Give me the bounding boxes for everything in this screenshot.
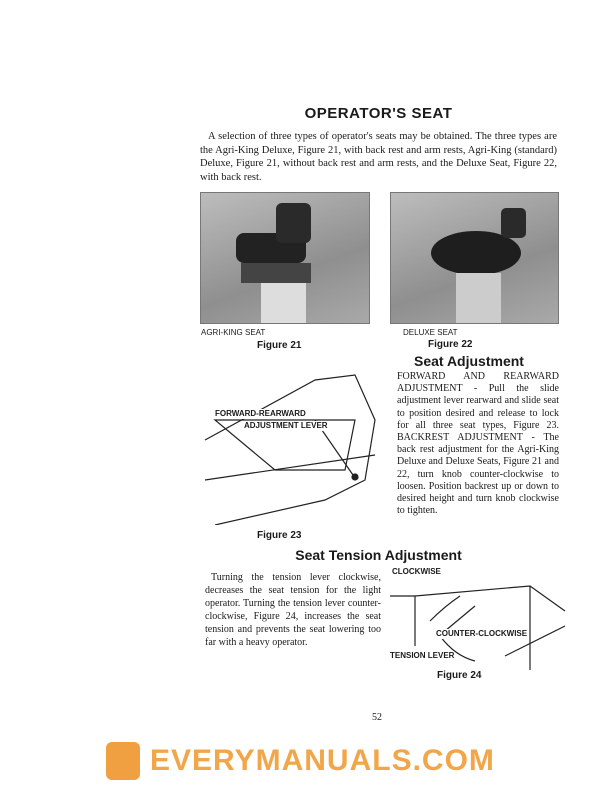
seat-tension-text: Turning the tension lever clockwise, decreases the seat tension for the light operator. Turning the tension lever counter-clockwise, Figure 24, increases the seat tension and prevents the seat lowering too far with a heavy operator. xyxy=(205,572,381,648)
figure22-label: DELUXE SEAT xyxy=(403,328,458,337)
figure21-caption: Figure 21 xyxy=(257,340,302,351)
counter-clockwise-label: COUNTER-CLOCKWISE xyxy=(436,629,528,638)
page-number: 52 xyxy=(372,712,382,723)
tension-lever-label: TENSION LEVER xyxy=(390,651,455,660)
intro-paragraph: A selection of three types of operator's seats may be obtained. The three types are the Agri-King Deluxe, Figure 21, with back rest and arm rests, Agri-King (standard) Deluxe, Figure 21, without back rest and arm rests, and the Deluxe Seat, Figure 22, with back rest. xyxy=(200,131,557,183)
clockwise-label: CLOCKWISE xyxy=(392,567,441,576)
figure23-label-1: FORWARD-REARWARD xyxy=(215,409,306,418)
watermark: EVERYMANUALS.COM xyxy=(150,744,495,777)
figure24-caption: Figure 24 xyxy=(437,670,482,681)
page-title: OPERATOR'S SEAT xyxy=(304,105,453,122)
figure21-label: AGRI-KING SEAT xyxy=(201,328,266,337)
deluxe-seat-photo xyxy=(390,192,559,324)
agri-king-seat-photo xyxy=(200,192,370,324)
seat-illustration xyxy=(391,193,558,323)
seat-illustration xyxy=(201,193,369,323)
seat-adjustment-heading: Seat Adjustment xyxy=(414,353,524,369)
figure22-caption: Figure 22 xyxy=(428,339,473,350)
seat-adjustment-text: FORWARD AND REARWARD ADJUSTMENT - Pull the slide adjustment lever rearward and slide seat to position desired and release to lock for all three seat types, Figure 23. BACKREST ADJUSTMENT - The back rest adjustment for the Agri-King Deluxe and Deluxe Seats, Figure 21 and 22, turn knob counter-clockwise to loosen. Position backrest up or down to desired height and turn knob clockwise to tighten. xyxy=(397,371,559,517)
figure23-caption: Figure 23 xyxy=(257,530,302,541)
figure23-label-2: ADJUSTMENT LEVER xyxy=(244,421,328,430)
seat-tension-heading: Seat Tension Adjustment xyxy=(295,547,462,563)
watermark-logo-icon xyxy=(106,742,140,780)
figure23-drawing xyxy=(195,360,385,525)
